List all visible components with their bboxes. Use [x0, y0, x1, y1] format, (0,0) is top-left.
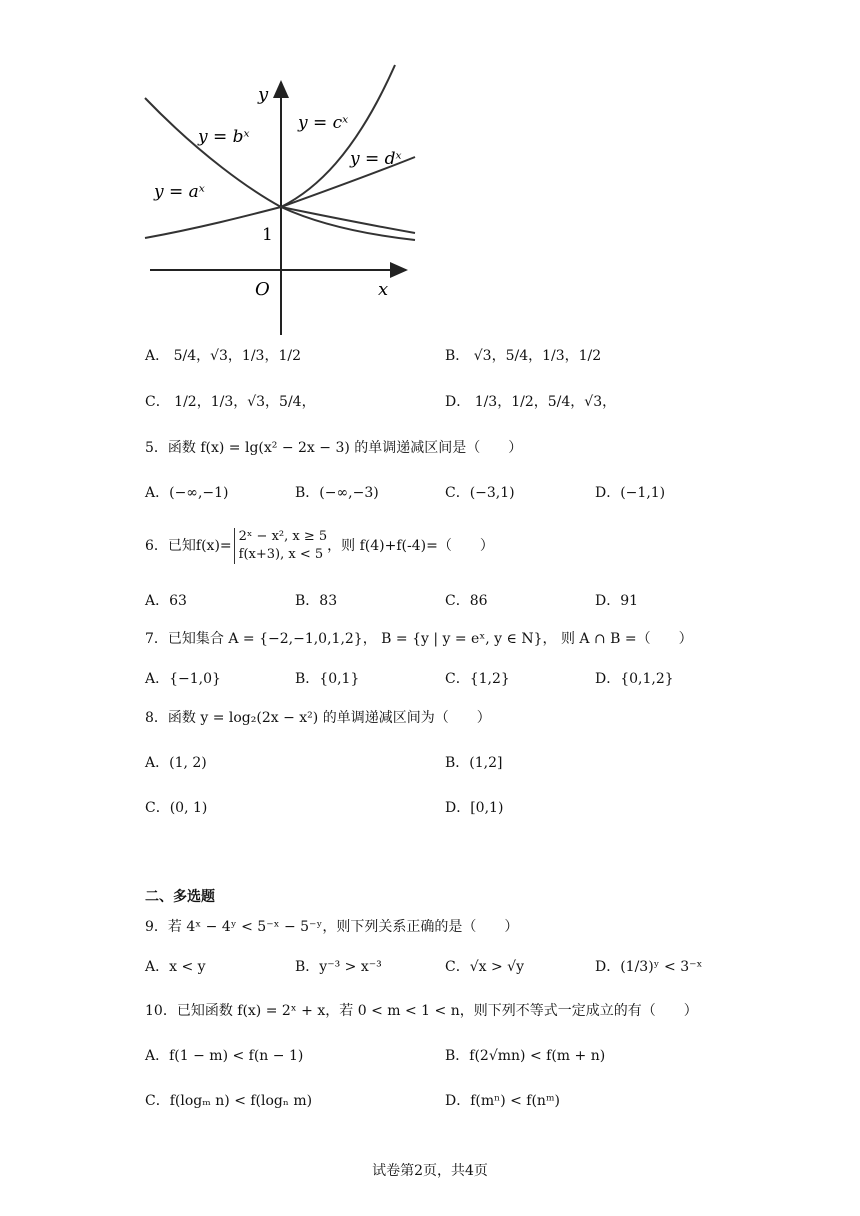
q10-option-c: C．f(logₘ n) < f(logₙ m) — [145, 1093, 313, 1109]
q8-option-d: D．[0,1) — [445, 800, 504, 816]
q6-stem: 6．已知f(x)=2ˣ − x², x ≥ 5 f(x+3), x < 5，则 f(4)+f(-4)=（ ） — [145, 529, 494, 562]
q9-option-b: B．y⁻³ > x⁻³ — [295, 959, 382, 975]
section-heading: 二、多选题 — [145, 889, 215, 905]
q4-option-d-text: 1/3，1/2，5/4，√3， — [474, 394, 617, 410]
q4-option-a: A． 5/4，√3，1/3，1/2 — [145, 348, 301, 364]
q4-option-b-text: √3，5/4，1/3，1/2 — [473, 348, 602, 364]
q5-option-c: C．(−3,1) — [445, 485, 515, 501]
q10-option-d: D．f(mⁿ) < f(nᵐ) — [445, 1093, 561, 1109]
q9-option-d: D．(1/3)ʸ < 3⁻ˣ — [595, 959, 703, 975]
q10-stem: 10．已知函数 f(x) = 2ˣ + x，若 0 < m < 1 < n，则下列不等式一定成立的有（ ） — [145, 1003, 698, 1019]
q7-option-d: D．{0,1,2} — [595, 671, 674, 687]
q8-option-c: C．(0, 1) — [145, 800, 208, 816]
x-axis-label: x — [378, 279, 389, 300]
q4-option-b: B． √3，5/4，1/3，1/2 — [445, 348, 602, 364]
q7-option-c: C．{1,2} — [445, 671, 510, 687]
q4-option-c: C． 1/2，1/3，√3，5/4， — [145, 394, 316, 410]
q7-option-a: A．{−1,0} — [145, 671, 221, 687]
q4-option-c-text: 1/2，1/3，√3，5/4， — [174, 394, 316, 410]
q10-option-b: B．f(2√mn) < f(m + n) — [445, 1048, 606, 1064]
q5-stem: 5．函数 f(x) = lg(x² − 2x − 3) 的单调递减区间是（ ） — [145, 440, 523, 456]
q4-option-d: D． 1/3，1/2，5/4，√3， — [445, 394, 617, 410]
page-footer: 试卷第2页，共4页 — [372, 1163, 488, 1179]
exponential-graph — [140, 60, 425, 340]
q9-option-c: C．√x > √y — [445, 959, 524, 975]
origin-label: O — [255, 279, 270, 300]
q6-option-d: D．91 — [595, 593, 639, 609]
q8-option-a: A．(1, 2) — [145, 755, 207, 771]
label-b: y = bˣ — [198, 127, 250, 147]
q8-stem: 8．函数 y = log₂(2x − x²) 的单调递减区间为（ ） — [145, 710, 491, 726]
label-c: y = cˣ — [298, 113, 349, 133]
q5-option-b: B．(−∞,−3) — [295, 485, 379, 501]
q8-option-b: B．(1,2] — [445, 755, 503, 771]
label-d: y = dˣ — [350, 149, 402, 169]
q6-piecewise: 2ˣ − x², x ≥ 5 f(x+3), x < 5 — [234, 528, 328, 564]
q9-stem: 9．若 4ˣ − 4ʸ < 5⁻ˣ − 5⁻ʸ，则下列关系正确的是（ ） — [145, 919, 519, 935]
q7-option-b: B．{0,1} — [295, 671, 360, 687]
label-a: y = aˣ — [154, 182, 205, 202]
y-axis-label: y — [258, 84, 269, 105]
q6-option-a: A．63 — [145, 593, 187, 609]
q6-option-b: B．83 — [295, 593, 338, 609]
q4-option-a-text: 5/4，√3，1/3，1/2 — [173, 348, 301, 364]
q5-option-a: A．(−∞,−1) — [145, 485, 229, 501]
q10-option-a: A．f(1 − m) < f(n − 1) — [145, 1048, 304, 1064]
one-label: 1 — [262, 225, 273, 245]
q9-option-a: A．x < y — [145, 959, 206, 975]
q7-stem: 7．已知集合 A = {−2,−1,0,1,2}， B = {y | y = eˣ, y ∈ N}， 则 A ∩ B =（ ） — [145, 631, 693, 647]
q6-option-c: C．86 — [445, 593, 488, 609]
q5-option-d: D．(−1,1) — [595, 485, 666, 501]
